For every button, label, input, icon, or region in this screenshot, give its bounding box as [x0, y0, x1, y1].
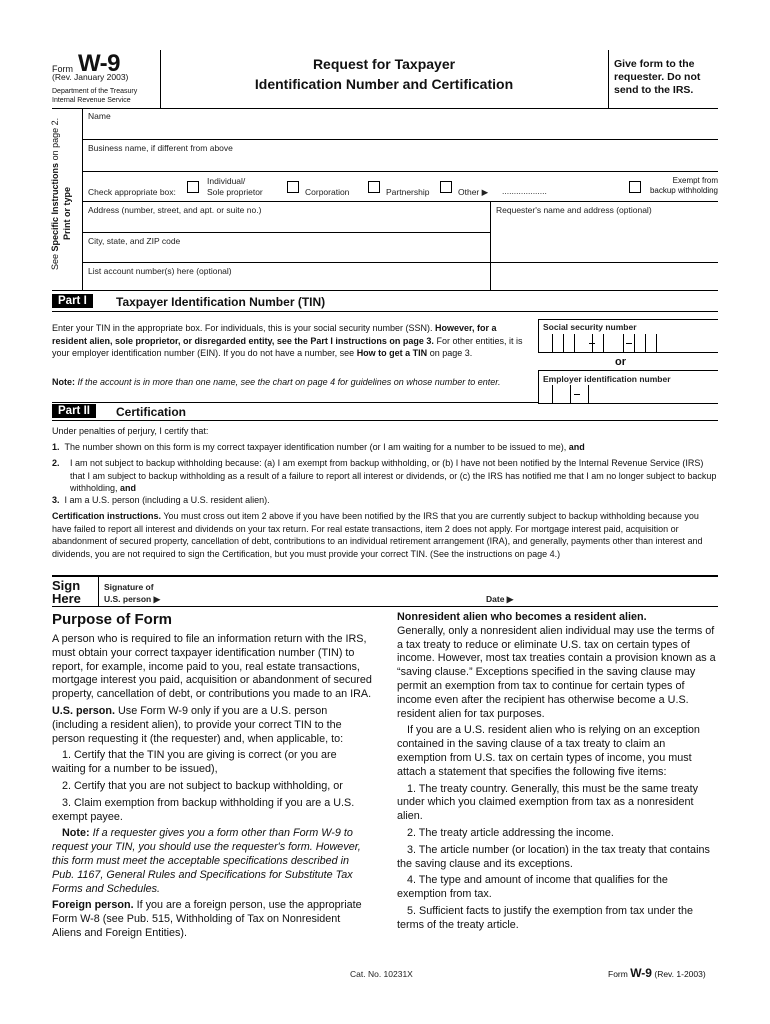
rule [98, 577, 99, 606]
account-field[interactable] [84, 277, 718, 289]
cert-item-1: 1. The number shown on this form is my correct taxpayer identification number (or I am waiting for a number to be issued to me), and [52, 442, 585, 452]
form-number: W-9 [78, 50, 121, 77]
rule [82, 262, 718, 263]
revision-date: (Rev. January 2003) [52, 72, 129, 82]
print-or-type-label: Print or type [62, 186, 72, 240]
ssn-dash-2 [626, 343, 632, 344]
catalog-number: Cat. No. 10231X [350, 969, 413, 979]
footer-form-id: Form W-9 (Rev. 1-2003) [608, 966, 706, 980]
ssn-dash-1 [589, 343, 595, 344]
part-1-title: Taxpayer Identification Number (TIN) [116, 295, 326, 309]
ssn-label: Social security number [543, 322, 637, 332]
other-fill-line[interactable]: ................... [502, 186, 547, 196]
print-or-type-note: See Specific Instructions on page 2. [50, 117, 60, 270]
rule [82, 171, 718, 172]
ssn-input[interactable] [552, 334, 657, 353]
certification-intro: Under penalties of perjury, I certify that: [52, 426, 209, 436]
rule [82, 139, 718, 140]
certification-instructions: Certification instructions. You must cross out item 2 above if you have been notified by the IRS that you are currently subject to backup withholding because you have failed to report all interest and dividends on your tax return. For real estate transactions, item 2 does not apply. For mortgage interest paid, acquisition or abandonment of secured property, cancellation of debt, contributions to an individual retirement arrangement (IRA), and generally, payments other than interest and dividends, you are not required to sign the Certification, but you must provide your correct TIN. (See the instructions on page 4.) [52, 511, 703, 559]
partnership-label: Partnership [386, 187, 430, 197]
dept-line-1: Department of the Treasury [52, 88, 138, 95]
rule [52, 108, 718, 109]
exempt-checkbox[interactable] [629, 181, 641, 193]
account-label: List account number(s) here (optional) [88, 266, 232, 276]
address-field[interactable] [84, 216, 488, 232]
here-label: Here [52, 591, 81, 606]
ein-input[interactable] [552, 385, 589, 404]
individual-label: Individual/ [207, 176, 246, 186]
header-divider-right [608, 50, 609, 108]
right-column-text: Nonresident alien who becomes a resident alien. Generally, only a nonresident alien individual may use the terms of a tax treaty to reduce or eliminate U.S. tax on certain types of income. However, most tax treaties contain a provision known as a “saving clause.” Exceptions specified in the saving clause may permit an exemption from tax to continue for certain types of income even after the recipient has otherwise become a U.S. resident alien for tax purposes. If you are a U.S. resident alien who is relying on an exception contained in the saving clause of a tax treaty to claim an exemption from U.S. tax on certain types of income, you must attach a statement that specifies the following five items: 1. The treaty country. Generally, this must be the same treaty under which you claimed exemption from tax as a nonresident alien. 2. The treaty article addressing the income. 3. The article number (or location) in the tax treaty that contains the saving clause and its exceptions. 4. The type and amount of income that qualifies for the exemption from tax. 5. Sufficient facts to justify the exemption from tax under the terms of the treaty article. [397, 611, 716, 931]
rule [52, 606, 718, 607]
part-1-tag: Part I [52, 294, 93, 308]
ein-label: Employer identification number [543, 374, 671, 384]
partnership-checkbox[interactable] [368, 181, 380, 193]
business-name-label: Business name, if different from above [88, 143, 233, 153]
part-1-note: Note: If the account is in more than one name, see the chart on page 4 for guidelines on whose number to enter. [52, 377, 501, 387]
city-label: City, state, and ZIP code [88, 236, 181, 246]
signature-label-2: U.S. person ▶ [104, 594, 161, 604]
rule [52, 402, 538, 403]
cert-item-3: 3. I am a U.S. person (including a U.S. resident alien). [52, 495, 270, 505]
corporation-label: Corporation [305, 187, 350, 197]
individual-checkbox[interactable] [187, 181, 199, 193]
or-label: or [615, 356, 626, 368]
form-title-2: Identification Number and Certification [254, 76, 514, 92]
exempt-label: Exempt from backup withholding [649, 176, 718, 195]
form-word: Form [52, 64, 73, 74]
city-field[interactable] [84, 247, 488, 261]
other-label: Other ▶ [458, 187, 489, 197]
sole-prop-label: Sole proprietor [207, 187, 263, 197]
date-label: Date ▶ [486, 594, 514, 604]
rule [82, 232, 490, 233]
name-field[interactable] [84, 122, 718, 138]
rule [52, 290, 718, 291]
check-box-label: Check appropriate box: [88, 187, 176, 197]
rule [52, 311, 718, 312]
part-2-tag: Part II [52, 404, 96, 418]
corporation-checkbox[interactable] [287, 181, 299, 193]
signature-label-1: Signature of [104, 582, 154, 592]
address-label: Address (number, street, and apt. or suite no.) [88, 205, 262, 215]
rule [52, 420, 718, 421]
left-column-text: A person who is required to file an information return with the IRS, must obtain your correct taxpayer identification number (TIN) to report, for example, income paid to you, real estate transactions, mortgage interest you paid, acquisition or abandonment of secured property, cancellation of debt, or contributions you made to an IRA. U.S. person. Use Form W-9 only if you are a U.S. person (including a resident alien), to provide your correct TIN to the person requesting it (the requester) and, when applicable, to: 1. Certify that the TIN you are giving is correct (or you are waiting for a number to be issued), 2. Certify that you are not subject to backup withholding, or 3. Claim exemption from backup withholding if you are a U.S. exempt payee. Note: If a requester gives you a form other than Form W-9 to request your TIN, you should use the requester's form. However, this form must meet the acceptable specifications described in Pub. 1167, General Rules and Specifications for Substitute Tax Forms and Schedules. Foreign person. If you are a foreign person, use the appropriate Form W-8 (see Pub. 515, Withholding of Tax on Nonresident Aliens and Foreign Entities). [52, 633, 372, 939]
requester-label: Requester's name and address (optional) [496, 205, 652, 215]
part-2-title: Certification [116, 405, 187, 419]
other-checkbox[interactable] [440, 181, 452, 193]
dept-line-2: Internal Revenue Service [52, 97, 131, 104]
give-form-notice: Give form to the requester. Do not send to the IRS. [614, 58, 701, 96]
business-name-field[interactable] [84, 154, 718, 170]
name-label: Name [88, 111, 111, 121]
signature-field[interactable] [180, 580, 470, 604]
sign-label: Sign [52, 578, 81, 593]
purpose-heading: Purpose of Form [52, 611, 173, 628]
rule [52, 575, 718, 577]
part-1-instructions: Enter your TIN in the appropriate box. For individuals, this is your social security number (SSN). However, for a resident alien, sole proprietor, or disregarded entity, see the Part I instructions on page 3. For other entities, it is your employer identification number (EIN). If you do not have a number, see How to get a TIN on page 3. [52, 323, 523, 358]
cert-item-2: 2. I am not subject to backup withholding because: (a) I am exempt from backup withholding, or (b) I have not been notified by the Internal Revenue Service (IRS) that I am subject to backup withholding as a result of a failure to report all interest or dividends, or (c) the IRS has notified me that I am no longer subject to backup withholding, and [52, 458, 717, 493]
rule [82, 201, 718, 202]
ein-dash [574, 394, 580, 395]
date-field[interactable] [528, 580, 718, 604]
form-title-1: Request for Taxpayer [312, 56, 456, 72]
